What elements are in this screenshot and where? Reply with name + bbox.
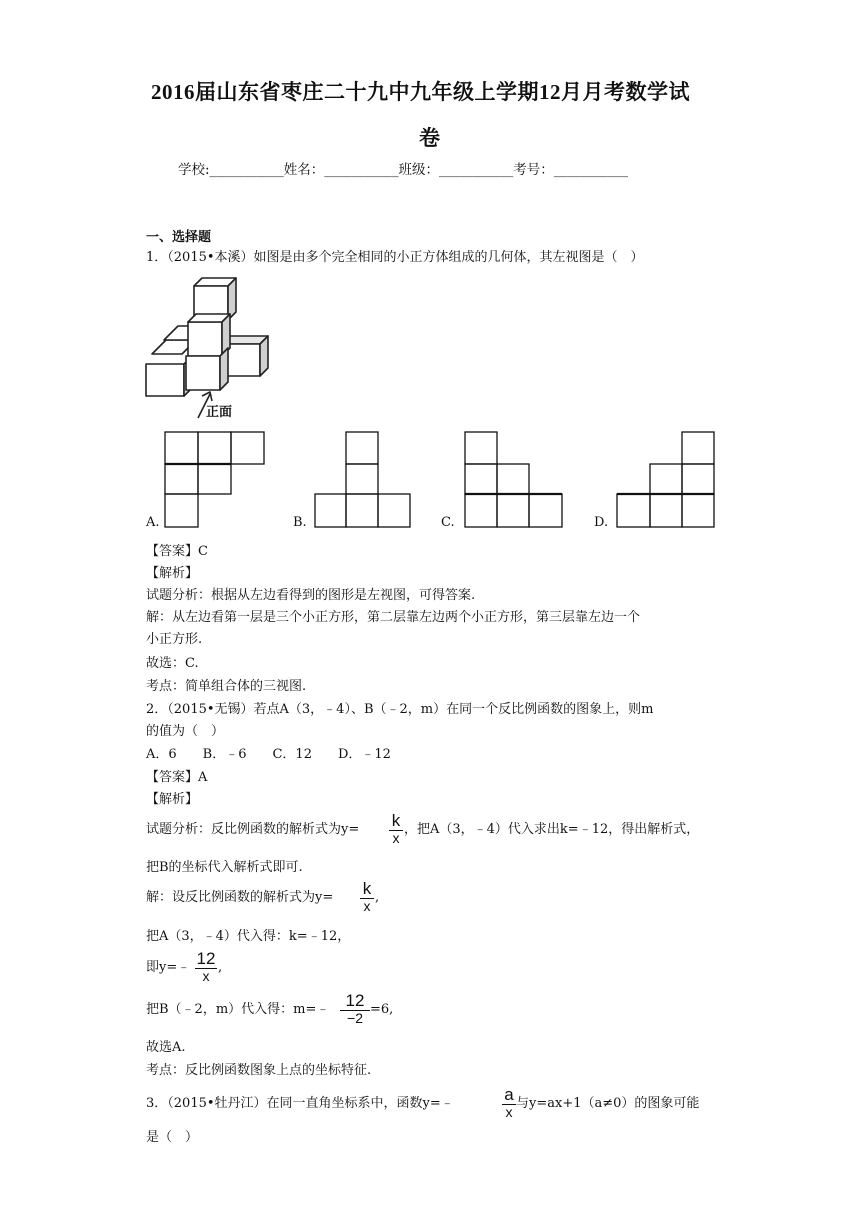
fraction-12-over-minus2 <box>340 992 370 1026</box>
q1-front-label: 正面 <box>206 405 233 420</box>
fraction-denominator: x <box>202 968 210 984</box>
q3-stem-line1a: 3．（2015•牡丹江）在同一直角坐标系中，函数y=﹣ <box>146 1096 454 1111</box>
fraction-numerator: k <box>391 811 401 830</box>
fraction-a-over-x <box>502 1086 516 1120</box>
q1-answer: 【答案】C <box>146 544 208 559</box>
q2-analysis-label: 【解析】 <box>146 792 199 807</box>
q2-solution-line4a: 把B（﹣2，m）代入得：m=﹣ <box>146 1002 330 1017</box>
q1-analysis-line: 解：从左边看第一层是三个小正方形，第二层靠左边两个小正方形，第三层靠左边一个 <box>146 610 641 625</box>
page-title-line1: 2016届山东省枣庄二十九中九年级上学期12月月考数学试 <box>151 80 690 104</box>
q2-analysis-line1a: 试题分析：反比例函数的解析式为y= <box>146 822 360 837</box>
fraction-k-over-x <box>389 812 403 846</box>
q2-solution-line5: 故选A. <box>146 1040 186 1055</box>
q1-option-b-figure <box>310 430 420 530</box>
fraction-denominator: x <box>505 1104 513 1120</box>
q3-stem-line1b: 与y=ax+1（a≠0）的图象可能 <box>516 1096 700 1111</box>
section-heading: 一、选择题 <box>146 230 212 245</box>
q2-solution-line2: 把A（3，﹣4）代入得：k=﹣12， <box>146 929 351 944</box>
q1-option-b-label[interactable]: B. <box>293 515 307 530</box>
q2-solution-line1b: , <box>375 890 380 905</box>
q1-analysis-line: 试题分析：根据从左边看得到的图形是左视图，可得答案. <box>146 588 476 603</box>
q1-option-a-label[interactable]: A. <box>146 515 160 530</box>
q2-stem-line1: 2．（2015•无锡）若点A（3，﹣4）、B（﹣2，m）在同一个反比例函数的图象上，则m <box>146 702 654 717</box>
q2-analysis-line1b: ，把A（3，﹣4）代入求出k=﹣12，得出解析式， <box>404 822 700 837</box>
q1-option-c-figure <box>460 430 570 530</box>
q2-solution-line1a: 解：设反比例函数的解析式为y= <box>146 890 334 905</box>
fraction-numerator: k <box>362 879 372 898</box>
q1-option-c-label[interactable]: C. <box>441 515 455 530</box>
q2-solution-line4b: =6, <box>370 1002 394 1017</box>
q1-analysis-line: 考点：简单组合体的三视图. <box>146 679 307 694</box>
q1-option-d-figure <box>612 430 722 530</box>
q1-analysis-line: 小正方形. <box>146 632 203 647</box>
q1-option-d-label[interactable]: D. <box>594 515 609 530</box>
fraction-denominator: −2 <box>347 1010 363 1026</box>
q2-solution-line3b: , <box>218 960 223 975</box>
student-info-line: 学校:___________姓名：___________班级：___________考号：___________ <box>178 162 629 178</box>
q1-option-a-figure <box>160 430 270 530</box>
q2-stem-line2: 的值为（ ） <box>146 724 225 739</box>
page-title-line2: 卷 <box>419 126 441 150</box>
q3-stem-line2: 是（ ） <box>146 1130 199 1145</box>
q2-analysis-line2: 把B的坐标代入解析式即可. <box>146 860 303 875</box>
fraction-numerator: 12 <box>196 949 216 968</box>
fraction-k-over-x <box>360 880 374 914</box>
fraction-numerator: a <box>504 1085 514 1104</box>
fraction-numerator: 12 <box>345 991 365 1010</box>
q2-answer: 【答案】A <box>146 770 208 785</box>
q1-solid-figure <box>140 272 270 422</box>
q2-keypoint: 考点：反比例函数图象上点的坐标特征. <box>146 1063 372 1078</box>
q2-solution-line3a: 即y=﹣ <box>146 960 191 975</box>
fraction-denominator: x <box>363 898 371 914</box>
q2-options: A．6 B．﹣6 C．12 D．﹣12 <box>146 747 391 762</box>
fraction-denominator: x <box>392 830 400 846</box>
q1-analysis-line: 故选：C. <box>146 656 199 671</box>
fraction-12-over-x <box>195 950 217 984</box>
q1-stem: 1．（2015•本溪）如图是由多个完全相同的小正方体组成的几何体，其左视图是（ ） <box>146 250 644 265</box>
q1-analysis-label: 【解析】 <box>146 566 199 581</box>
